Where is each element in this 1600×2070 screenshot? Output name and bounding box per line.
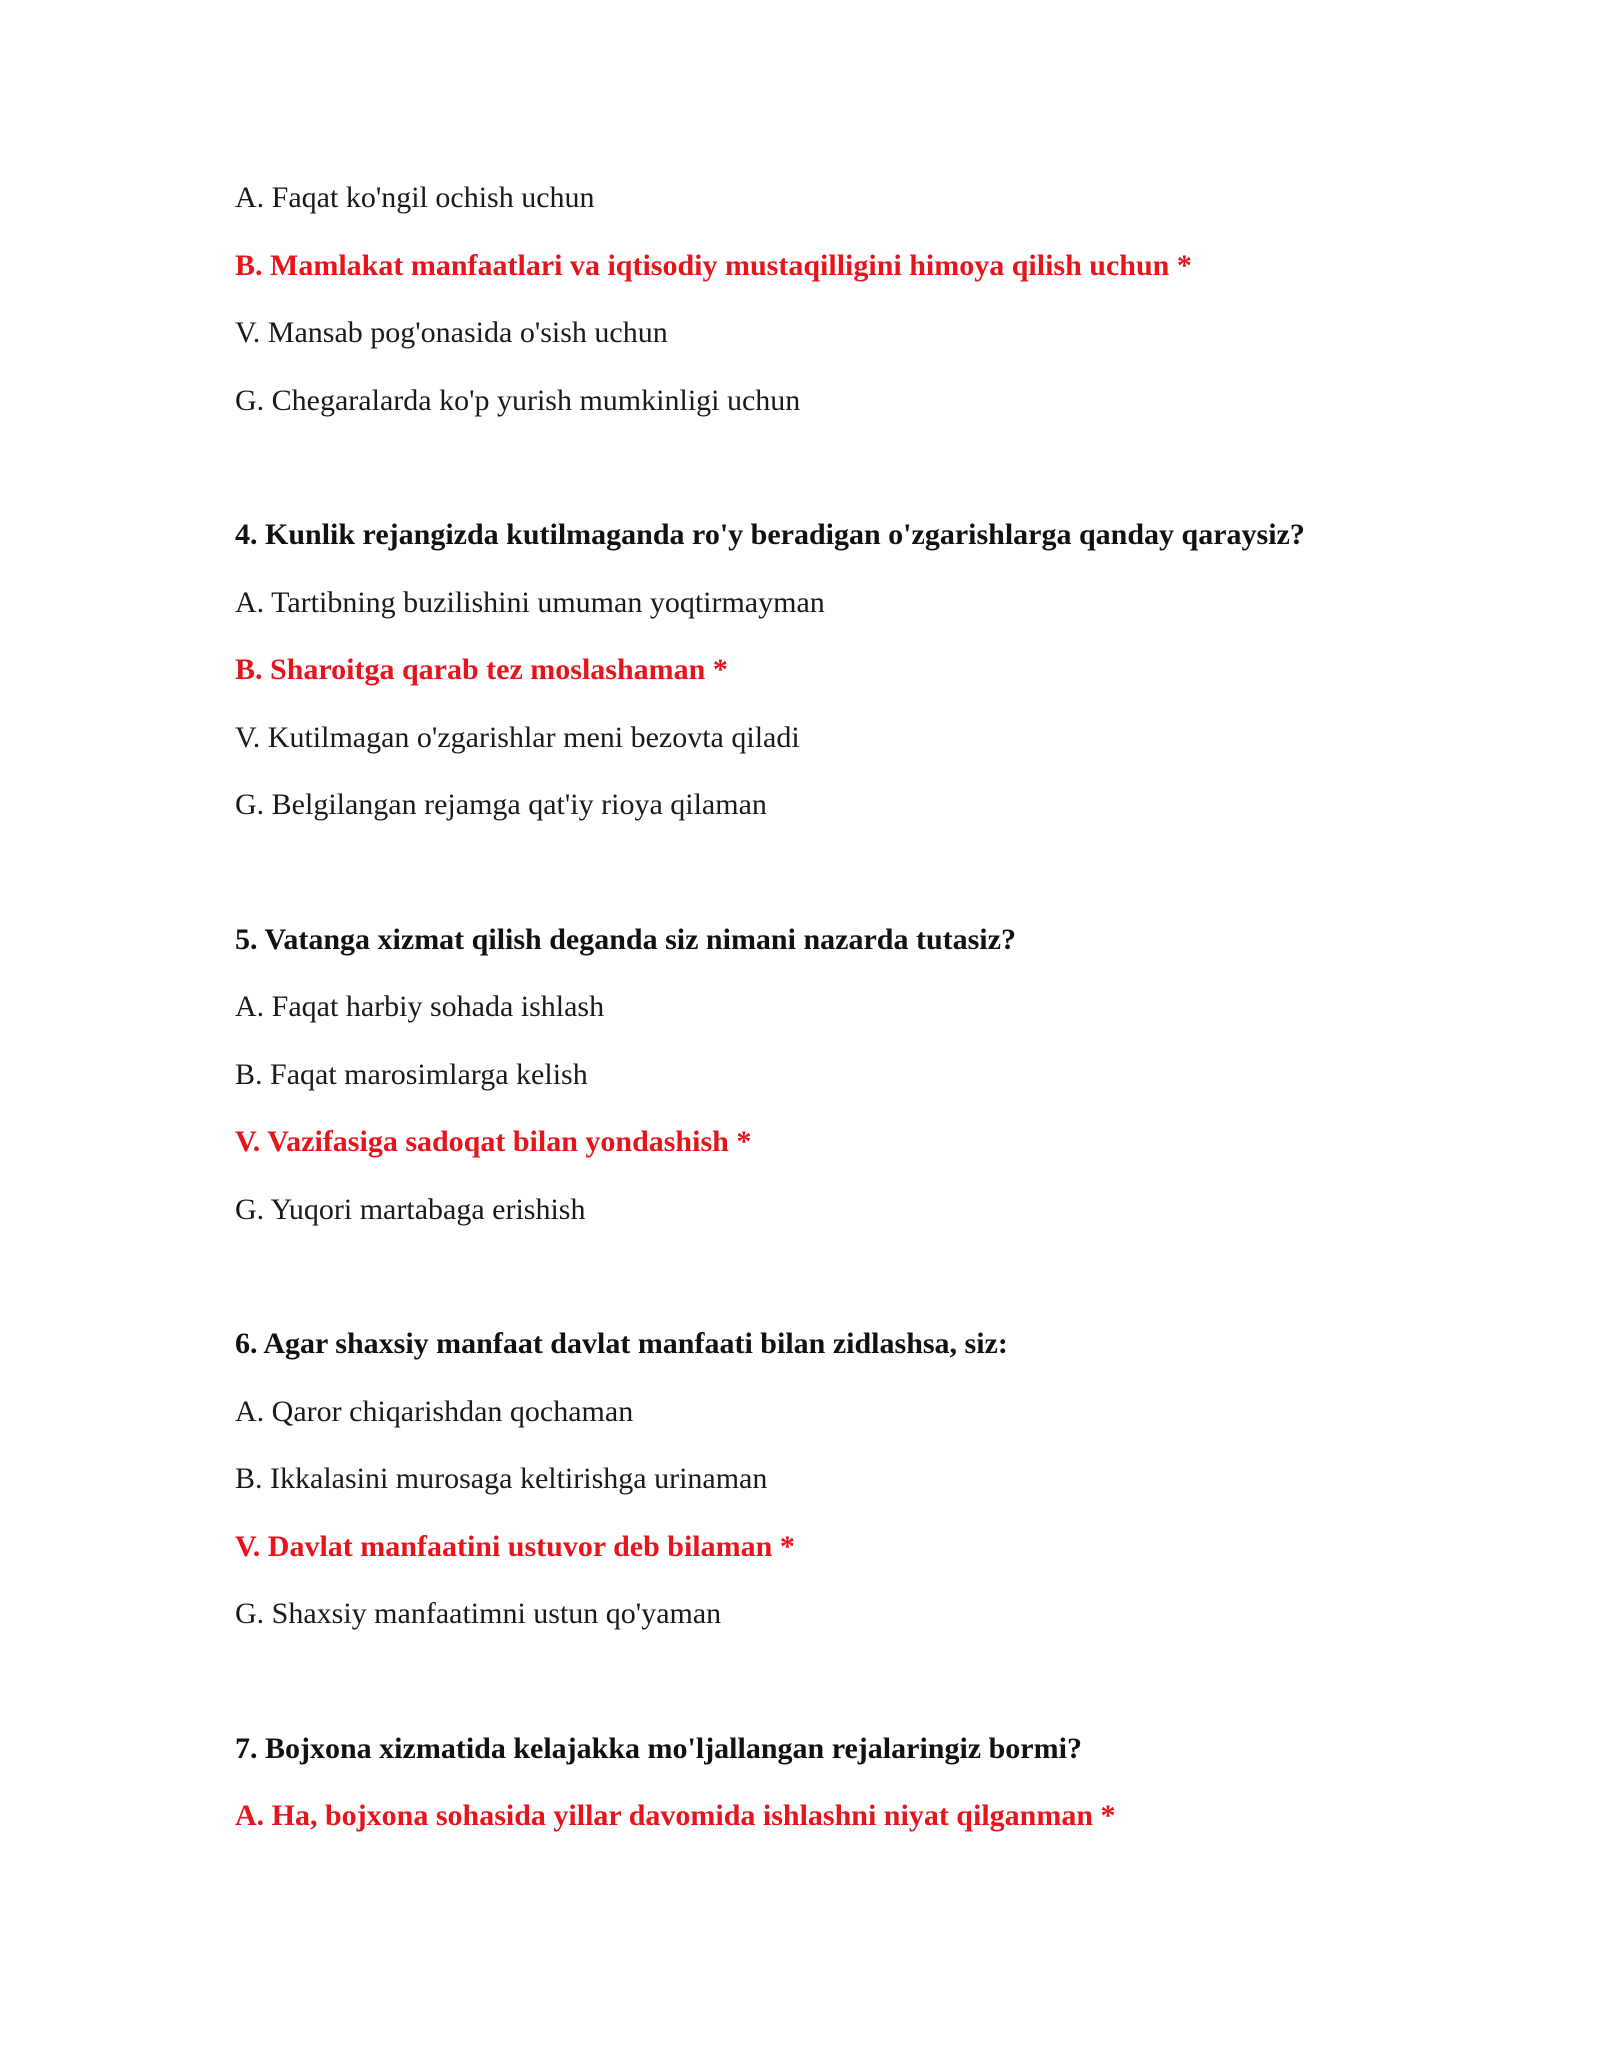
block-spacer bbox=[235, 1664, 1415, 1731]
answer-option: A. Tartibning buzilishini umuman yoqtirmayman bbox=[235, 585, 825, 619]
answer-option: G. Chegaralarda ko'p yurish mumkinligi uchun bbox=[235, 383, 801, 417]
correct-answer-option: V. Vazifasiga sadoqat bilan yondashish * bbox=[235, 1125, 752, 1158]
answer-option: V. Mansab pog'onasida o'sish uchun bbox=[235, 316, 668, 349]
question-title: 7. Bojxona xizmatida kelajakka mo'ljallangan rejalaringiz bormi? bbox=[235, 1731, 1082, 1765]
answer-option: A. Faqat harbiy sohada ishlash bbox=[235, 990, 605, 1023]
question-title: 5. Vatanga xizmat qilish deganda siz nimani nazarda tutasiz? bbox=[235, 922, 1016, 956]
correct-answer-option: B. Mamlakat manfaatlari va iqtisodiy mustaqilligini himoya qilish uchun * bbox=[235, 248, 1192, 282]
answer-option: G. Belgilangan rejamga qat'iy rioya qilaman bbox=[235, 788, 767, 821]
question-title: 6. Agar shaxsiy manfaat davlat manfaati bilan zidlashsa, siz: bbox=[235, 1327, 1008, 1360]
question-block bbox=[235, 180, 1415, 419]
question-block bbox=[235, 1326, 1415, 1632]
quiz-content bbox=[235, 180, 1415, 1866]
question-block bbox=[235, 517, 1415, 823]
question-block bbox=[235, 922, 1415, 1228]
correct-answer-option: A. Ha, bojxona sohasida yillar davomida ishlashni niyat qilganman * bbox=[235, 1799, 1116, 1832]
question-title: 4. Kunlik rejangizda kutilmaganda ro'y beradigan o'zgarishlarga qanday qaraysiz? bbox=[235, 518, 1305, 551]
block-spacer bbox=[235, 450, 1415, 517]
answer-option: A. Faqat ko'ngil ochish uchun bbox=[235, 181, 595, 214]
question-block bbox=[235, 1731, 1415, 1835]
correct-answer-option: V. Davlat manfaatini ustuvor deb bilaman * bbox=[235, 1529, 795, 1563]
answer-option: G. Shaxsiy manfaatimni ustun qo'yaman bbox=[235, 1597, 722, 1630]
answer-option: V. Kutilmagan o'zgarishlar meni bezovta qiladi bbox=[235, 720, 800, 754]
answer-option: B. Ikkalasini murosaga keltirishga urinaman bbox=[235, 1462, 768, 1495]
correct-answer-option: B. Sharoitga qarab tez moslashaman * bbox=[235, 653, 728, 686]
block-spacer bbox=[235, 855, 1415, 922]
answer-option: A. Qaror chiqarishdan qochaman bbox=[235, 1394, 634, 1428]
answer-option: B. Faqat marosimlarga kelish bbox=[235, 1057, 588, 1091]
answer-option: G. Yuqori martabaga erishish bbox=[235, 1192, 586, 1226]
block-spacer bbox=[235, 1259, 1415, 1326]
